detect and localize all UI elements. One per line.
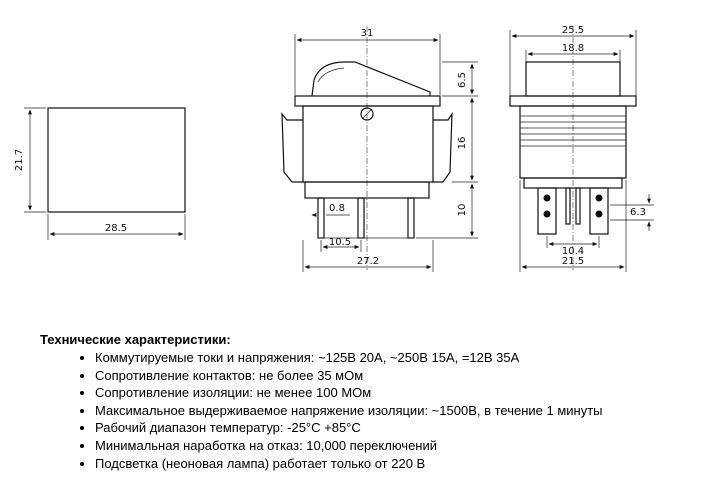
side-top-width-label: 25.5 bbox=[561, 25, 585, 36]
spec-item: • Минимальная наработка на отказ: 10,000 переключений bbox=[95, 437, 710, 455]
left-view-body bbox=[48, 108, 185, 212]
front-rocker bbox=[312, 62, 430, 96]
specs-list bbox=[40, 349, 710, 472]
left-view-width-label: 28.5 bbox=[104, 223, 128, 234]
front-terminal-spacing-label: 10.5 bbox=[328, 237, 352, 248]
spec-item: • Подсветка (неоновая лампа) работает только от 220 В bbox=[95, 455, 710, 473]
front-bottom-width-label: 27.2 bbox=[356, 256, 380, 267]
spec-item: • Сопротивление контактов: не более 35 мОм bbox=[95, 367, 710, 385]
front-top-width-label: 31 bbox=[360, 28, 374, 39]
spec-item: • Максимальное выдерживаемое напряжение изоляции: ~1500В, в течение 1 минуты bbox=[95, 402, 710, 420]
front-body-height-label: 16 bbox=[457, 136, 468, 150]
side-bottom-width-label: 21.5 bbox=[561, 256, 585, 267]
side-view bbox=[510, 25, 654, 272]
front-view bbox=[282, 26, 478, 272]
spec-item: • Рабочий диапазон температур: -25°C +85°C bbox=[95, 419, 710, 437]
front-terminal-2 bbox=[358, 198, 364, 238]
front-terminal-thickness-label: 0.8 bbox=[329, 203, 345, 214]
front-right-clip bbox=[433, 114, 452, 182]
front-body bbox=[303, 106, 433, 182]
side-terminal-width-label: 6.3 bbox=[630, 207, 646, 218]
specs-title: Технические характеристики: bbox=[40, 332, 231, 347]
front-terminal-height-label: 10 bbox=[457, 203, 468, 217]
front-terminal-3 bbox=[408, 198, 414, 238]
side-rocker-width-label: 18.8 bbox=[561, 43, 585, 54]
left-view-height-label: 21.7 bbox=[14, 148, 25, 172]
side-terminal-spacing-label: 10.4 bbox=[561, 246, 585, 257]
front-rocker-height-label: 6.5 bbox=[457, 72, 468, 88]
left-view bbox=[14, 108, 185, 240]
spec-item: • Коммутируемые токи и напряжения: ~125В 20А, ~250В 15А, =12В 35А bbox=[95, 349, 710, 367]
spec-item: • Сопротивление изоляции: не менее 100 МОм bbox=[95, 384, 710, 402]
front-flange bbox=[295, 96, 440, 106]
specifications bbox=[40, 332, 710, 472]
front-terminal-1 bbox=[318, 198, 324, 238]
front-left-clip bbox=[282, 114, 303, 182]
